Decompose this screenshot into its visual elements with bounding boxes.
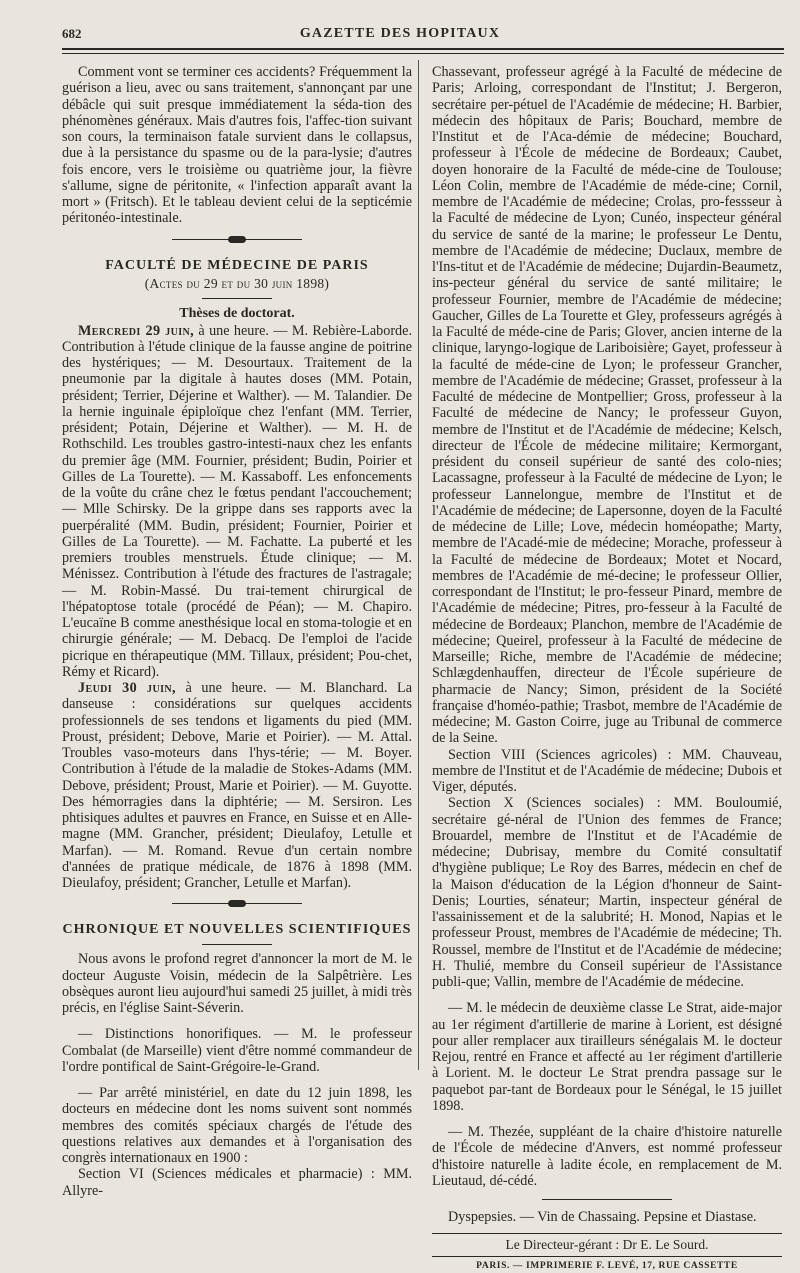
left-column (62, 64, 412, 1199)
journal-title: GAZETTE DES HOPITAUX (299, 26, 501, 41)
chronique-paragraph-2: — Distinctions honorifiques. — M. le professeur Combalat (de Marseille) vient d'être nommé commandeur de l'ordre pontifical de Saint-Grégoire-le-Grand. (62, 1026, 412, 1075)
intro-paragraph: Comment vont se terminer ces accidents? Fréquemment la guérison a lieu, avec ou sans traitement, s'annonçant par une débâcle qui suit presque immédiatement la séda-tion des phénomènes généraux. Mais d'autres fois, l'affec-tion suivant son cours, la terminaison fatale survient dans le collapsus, due à la persistance du spasme ou de la para-lysie; d'autres fois encore, vers le troisième ou quatrième jour, la fièvre s'allume, signe de péritonite, « l'infection apparaît avant la mort » (Fritsch). Et le tableau devient celui de la septicémie péritonéo-intestinale. (62, 64, 412, 227)
news-le-strat: — M. le médecin de deuxième classe Le Strat, aide-major au 1er régiment d'artillerie de marine à Lorient, est désigné pour aller remplacer aux tirailleurs sénégalais M. le docteur Rejou, rentré en France et affecté au 1er régiment d'artillerie à Lorient. M. le docteur Le Strat prendra passage sur le paquebot par-tant de Bordeaux pour le Sénégal, le 15 juillet 1898. (432, 1000, 782, 1114)
header-rule-thick (62, 48, 784, 50)
committee-list: Chassevant, professeur agrégé à la Faculté de médecine de Paris; Arloing, correspondant de l'Institut; J. Bergeron, secrétaire per-pétuel de l'Académie de médecine; H. Barbier, médecin des hôpitaux de Paris; Bouchard, membre de l'Institut et de l'Aca-démie de médecine; Bouchard, professeur à l'École de médecine de Bordeaux; Caubet, doyen honoraire de la Faculté de méde-cine de Toulouse; Léon Colin, membre de l'Académie de méde-cine; Cornil, membre de l'Académie de médecine; Crolas, pro-fessseur à la Faculté de médecine de Lyon; Cunéo, inspecteur général du service de santé de la marine; le professeur Le Dentu, membre de l'Académie de médecine; Duclaux, membre de l'Ins-titut et de l'Académie de médecine; Dujardin-Beaumetz, ins-pecteur général du service de santé militaire; le professeur Fournier, membre de l'Académie de médecine; Gaucher, Gilles de La Tourette et Gley, professeurs agrégés à la Faculté de méde-cine de Paris; Glover, ancien interne de la clinique, laryngo-logique de Lariboisière; Gayet, professeur à la faculté de méde-cine de Lyon; le professeur Grancher, membre de l'Académie de médecine; Grasset, professeur à la Faculté de médecine de Montpellier; Gross, professeur à la Faculté de médecine de Nancy; le professeur Guyon, membre de l'Institut et de l'Académie de médecine; Kelsch, directeur de l'École de médecine militaire; Kermorgant, président du conseil supérieur de santé des colo-nies; Lacassagne, professeur à la Faculté de médecine de Lyon; le professeur Lannelongue, membre de l'Institut et de l'Académie de médecine; de Lapersonne, doyen de la Faculté de médecine de Lille; Love, médecin homéopathe; Marty, membre de l'Acadé-mie de médecine; Morache, professeur à la Faculté de médecine de Bordeaux; Motet et Nocard, membres de l'Académie de mé-decine; le professeur Ollier, correspondant de l'Institut; le pro-fesseur Pinard, membre de l'Académie de médecine; Pitres, pro-fesseur à la Faculté de médecine de Bordeaux; Planchon, membre de l'Académie de médecine; Queirel, professeur à la Faculté de médecine de Marseille; Riche, membre de l'Académie de médecine; Schlægdenhauffen, directeur de l'École supérieure de pharmacie de Nancy; Simon, président de la Société française d'homéo-pathie; Trasbot, membre de l'Académie de médecine; M. Gaston Coirre, juge au Tribunal de commerce de la Seine. (432, 64, 782, 747)
advertisement-dyspepsies: Dyspepsies. — Vin de Chassaing. Pepsine et Diastase. (448, 1209, 757, 1225)
wednesday-lead: Mercredi 29 juin, (78, 322, 195, 339)
signature-rule (432, 1233, 782, 1234)
page-number: 682 (62, 26, 82, 41)
printer-imprint: PARIS. — IMPRIMERIE F. LEVÉ, 17, RUE CASSETTE (476, 1261, 738, 1272)
header-rule-thin (62, 53, 784, 54)
faculty-section-title: FACULTÉ DE MÉDECINE DE PARIS (105, 257, 369, 273)
section-viii: Section VIII (Sciences agricoles) : MM. Chauveau, membre de l'Institut et de l'Académie de médecine; Dubois et Viger, députés. (432, 746, 782, 795)
thursday-theses (62, 680, 412, 891)
chronique-paragraph-3: — Par arrêté ministériel, en date du 12 juin 1898, les docteurs en médecine dont les noms suivent sont nommés membres des comités spéciaux chargés de l'étude des questions relatives aux demandes et à l'organisation des congrès internationaux en 1900 : (62, 1085, 412, 1166)
section-ornament (62, 227, 412, 253)
column-separator (418, 60, 419, 1070)
thursday-text: à une heure. — M. Blanchard. La danseuse : considérations sur quelques accidents professionnels de ses tendons et ligaments du pied (MM. Proust, président; Debove, Marie et Poirier). — M. Attal. Troubles vaso-moteurs dans l'hys-térie; — M. Boyer. Contribution à l'étude de la maladie de Stokes-Adams (MM. Debove, président; Proust, Marie et Poirier). — M. Guyotte. Des hémorragies dans la diphtérie; — M. Sersiron. Les phtisiques adultes et pauvres en France, en Suisse et en Alle-magne (MM. Grancher, président; Dieulafoy, Letulle et Marfan). — M. Romand. Revue d'un certain nombre d'années de pratique médicale, de 1876 à 1898 (MM. Dieulafoy, président; Grancher, Letulle et Marfan). (62, 680, 412, 891)
wednesday-text: à une heure. — M. Rebière-Laborde. Contribution à l'étude clinique de la fausse angine de poitrine des hystériques; — M. Desourtaux. Traitement de la pneumonie par la digitale à hautes doses (MM. Potain, président; Terrier, Déjerine et Walther). — M. Talandier. De la hernie inguinale épiploïque chez l'enfant (MM. Terrier, président; Potain, Déjerine et Walther). — M. H. de Rothschild. Les troubles gastro-intesti-naux chez les enfants du premier âge (MM. Fournier, président; Budin, Poirier et Gilles de La Tourette). — M. Kassaboff. Les enfoncements de la voûte du crâne chez le fœtus pendant l'accouchement; — Mlle Schirsky. De la grippe dans ses rapports avec la puerpéralité (MM. Budin, président; Fournier, Poirier et Gilles de La Tourette). — M. Fachatte. La puberté et les premiers troubles menstruels. Étude clinique; — M. Ménissez. Contribution à l'étude des fractures de l'astragale; — M. Robin-Massé. Du trai-tement chirurgical de l'hépatoptose totale (procédé de Péan); — M. Chapiro. L'eucaïne B comme anesthésique local en stoma-tologie et en chirurgie générale; — M. Debacq. De l'emploi de l'acide picrique en thérapeutique (MM. Tillaux, président; Pou-chet, Rémy et Ricard). (62, 322, 412, 680)
right-column (432, 64, 782, 1273)
director-signature: Le Directeur-gérant : Dr E. Le Sourd. (505, 1237, 709, 1253)
chronique-title: CHRONIQUE ET NOUVELLES SCIENTIFIQUES (62, 922, 412, 938)
thursday-lead: Jeudi 30 juin, (78, 680, 176, 696)
section-ornament (62, 891, 412, 917)
section-ornament (432, 1189, 782, 1209)
printer-rule (432, 1256, 782, 1257)
wednesday-theses (62, 323, 412, 681)
short-rule (202, 944, 272, 945)
chronique-paragraph-1: Nous avons le profond regret d'annoncer la mort de M. le docteur Auguste Voisin, médecin de la Salpêtrière. Les obsèques auront lieu aujourd'hui samedi 25 juillet, à midi très précis, en l'église Saint-Séverin. (62, 951, 412, 1016)
news-thezee: — M. Thezée, suppléant de la chaire d'histoire naturelle de l'École de médecine d'Anvers, est nommé professeur d'histoire naturelle à ladite école, en remplacement de M. Lieutaud, dé-cédé. (432, 1124, 782, 1189)
chronique-paragraph-4: Section VI (Sciences médicales et pharmacie) : MM. Allyre- (62, 1166, 412, 1199)
theses-heading: Thèses de doctorat. (179, 305, 295, 321)
section-x: Section X (Sciences sociales) : MM. Bouloumié, secrétaire gé-néral de l'Union des femmes de France; Brouardel, membre de l'Institut et de l'Académie de médecine; Dubrisay, membre du Comité consultatif d'hygiène publique; Le Roy des Barres, médecin en chef de la Maison d'éducation de la Légion d'honneur de Saint-Denis; Lourties, sénateur; Martin, inspecteur général de l'assainissement et de la salubrité; H. Monod, Napias et le professeur Proust, membres de l'Académie de médecine; Th. Roussel, membre de l'Institut et de l'Académie de médecine; H. Thulié, membre du Conseil supérieur de l'Assistance publi-que; Vallin, membre de l'Académie de médecine. (432, 795, 782, 990)
page-header (0, 26, 800, 46)
short-rule (202, 298, 272, 299)
faculty-section-subtitle: (Actes du 29 et du 30 juin 1898) (144, 275, 330, 291)
